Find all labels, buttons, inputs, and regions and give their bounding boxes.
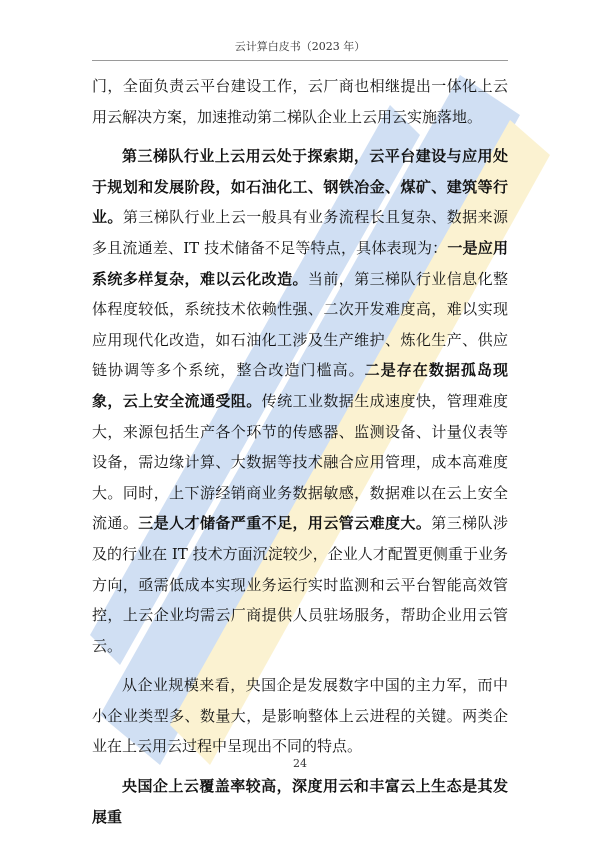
paragraph-1: [92, 71, 508, 132]
paragraph-4: [92, 771, 508, 832]
document-body: [92, 71, 508, 841]
text-run: 从企业规模来看，央国企是发展数字中国的主力军，而中小企业类型多、数量大，是影响整体上云进程的关键。两类企业在上云用云过程中呈现出不同的特点。: [92, 676, 508, 756]
text-run: 传统工业数据生成速度快，管理难度大，来源包括生产各个环节的传感器、监测设备、计量仪表等设备，需边缘计算、大数据等技术融合应用管理，成本高难度大。同时，上下游经销商业务数据敏感，数据难以在云上安全流通。: [92, 391, 508, 533]
paragraph-3: [92, 670, 508, 762]
bold-text-run: 三是人才储备严重不足，用云管云难度大。: [138, 514, 432, 533]
page-number: 24: [293, 757, 307, 770]
header-title: 云计算白皮书（2023 年）: [234, 40, 366, 53]
bold-text-run: 二是存在数据孤岛现象，云上安全流通受阻。: [92, 361, 508, 410]
text-run: 门，全面负责云平台建设工作，云厂商也相继提出一体化上云用云解决方案，加速推动第二梯队企业上云用云实施落地。: [92, 77, 508, 126]
text-run: 当前，第三梯队行业信息化整体程度较低，系统技术依赖性强、二次开发难度高，难以实现应用现代化改造，如石油化工涉及生产维护、炼化生产、供应链协调等多个系统，整合改造门槛高。: [92, 269, 508, 380]
paragraph-2: [92, 141, 508, 661]
bold-text-run: 一是应用系统多样复杂，难以云化改造。: [92, 238, 508, 288]
text-run: 第三梯队行业上云一般具有业务流程长且复杂、数据来源多且流通差、IT 技术储备不足等特点，具体表现为：: [92, 208, 508, 257]
bold-text-run: 第三梯队行业上云用云处于探索期，云平台建设与应用处于规划和发展阶段，如石油化工、钢铁冶金、煤矿、建筑等行业。: [92, 147, 508, 227]
bold-text-run: 央国企上云覆盖率较高，深度用云和丰富云上生态是其发展重: [92, 777, 508, 826]
text-run: 第三梯队涉及的行业在 IT 技术方面沉淀较少，企业人才配置更侧重于业务方向，亟需低成本实现业务运行实时监测和云平台智能高效管控，上云企业均需云厂商提供人员驻场服务，帮助企业用云管云。: [92, 514, 508, 655]
page-header: [92, 38, 508, 61]
